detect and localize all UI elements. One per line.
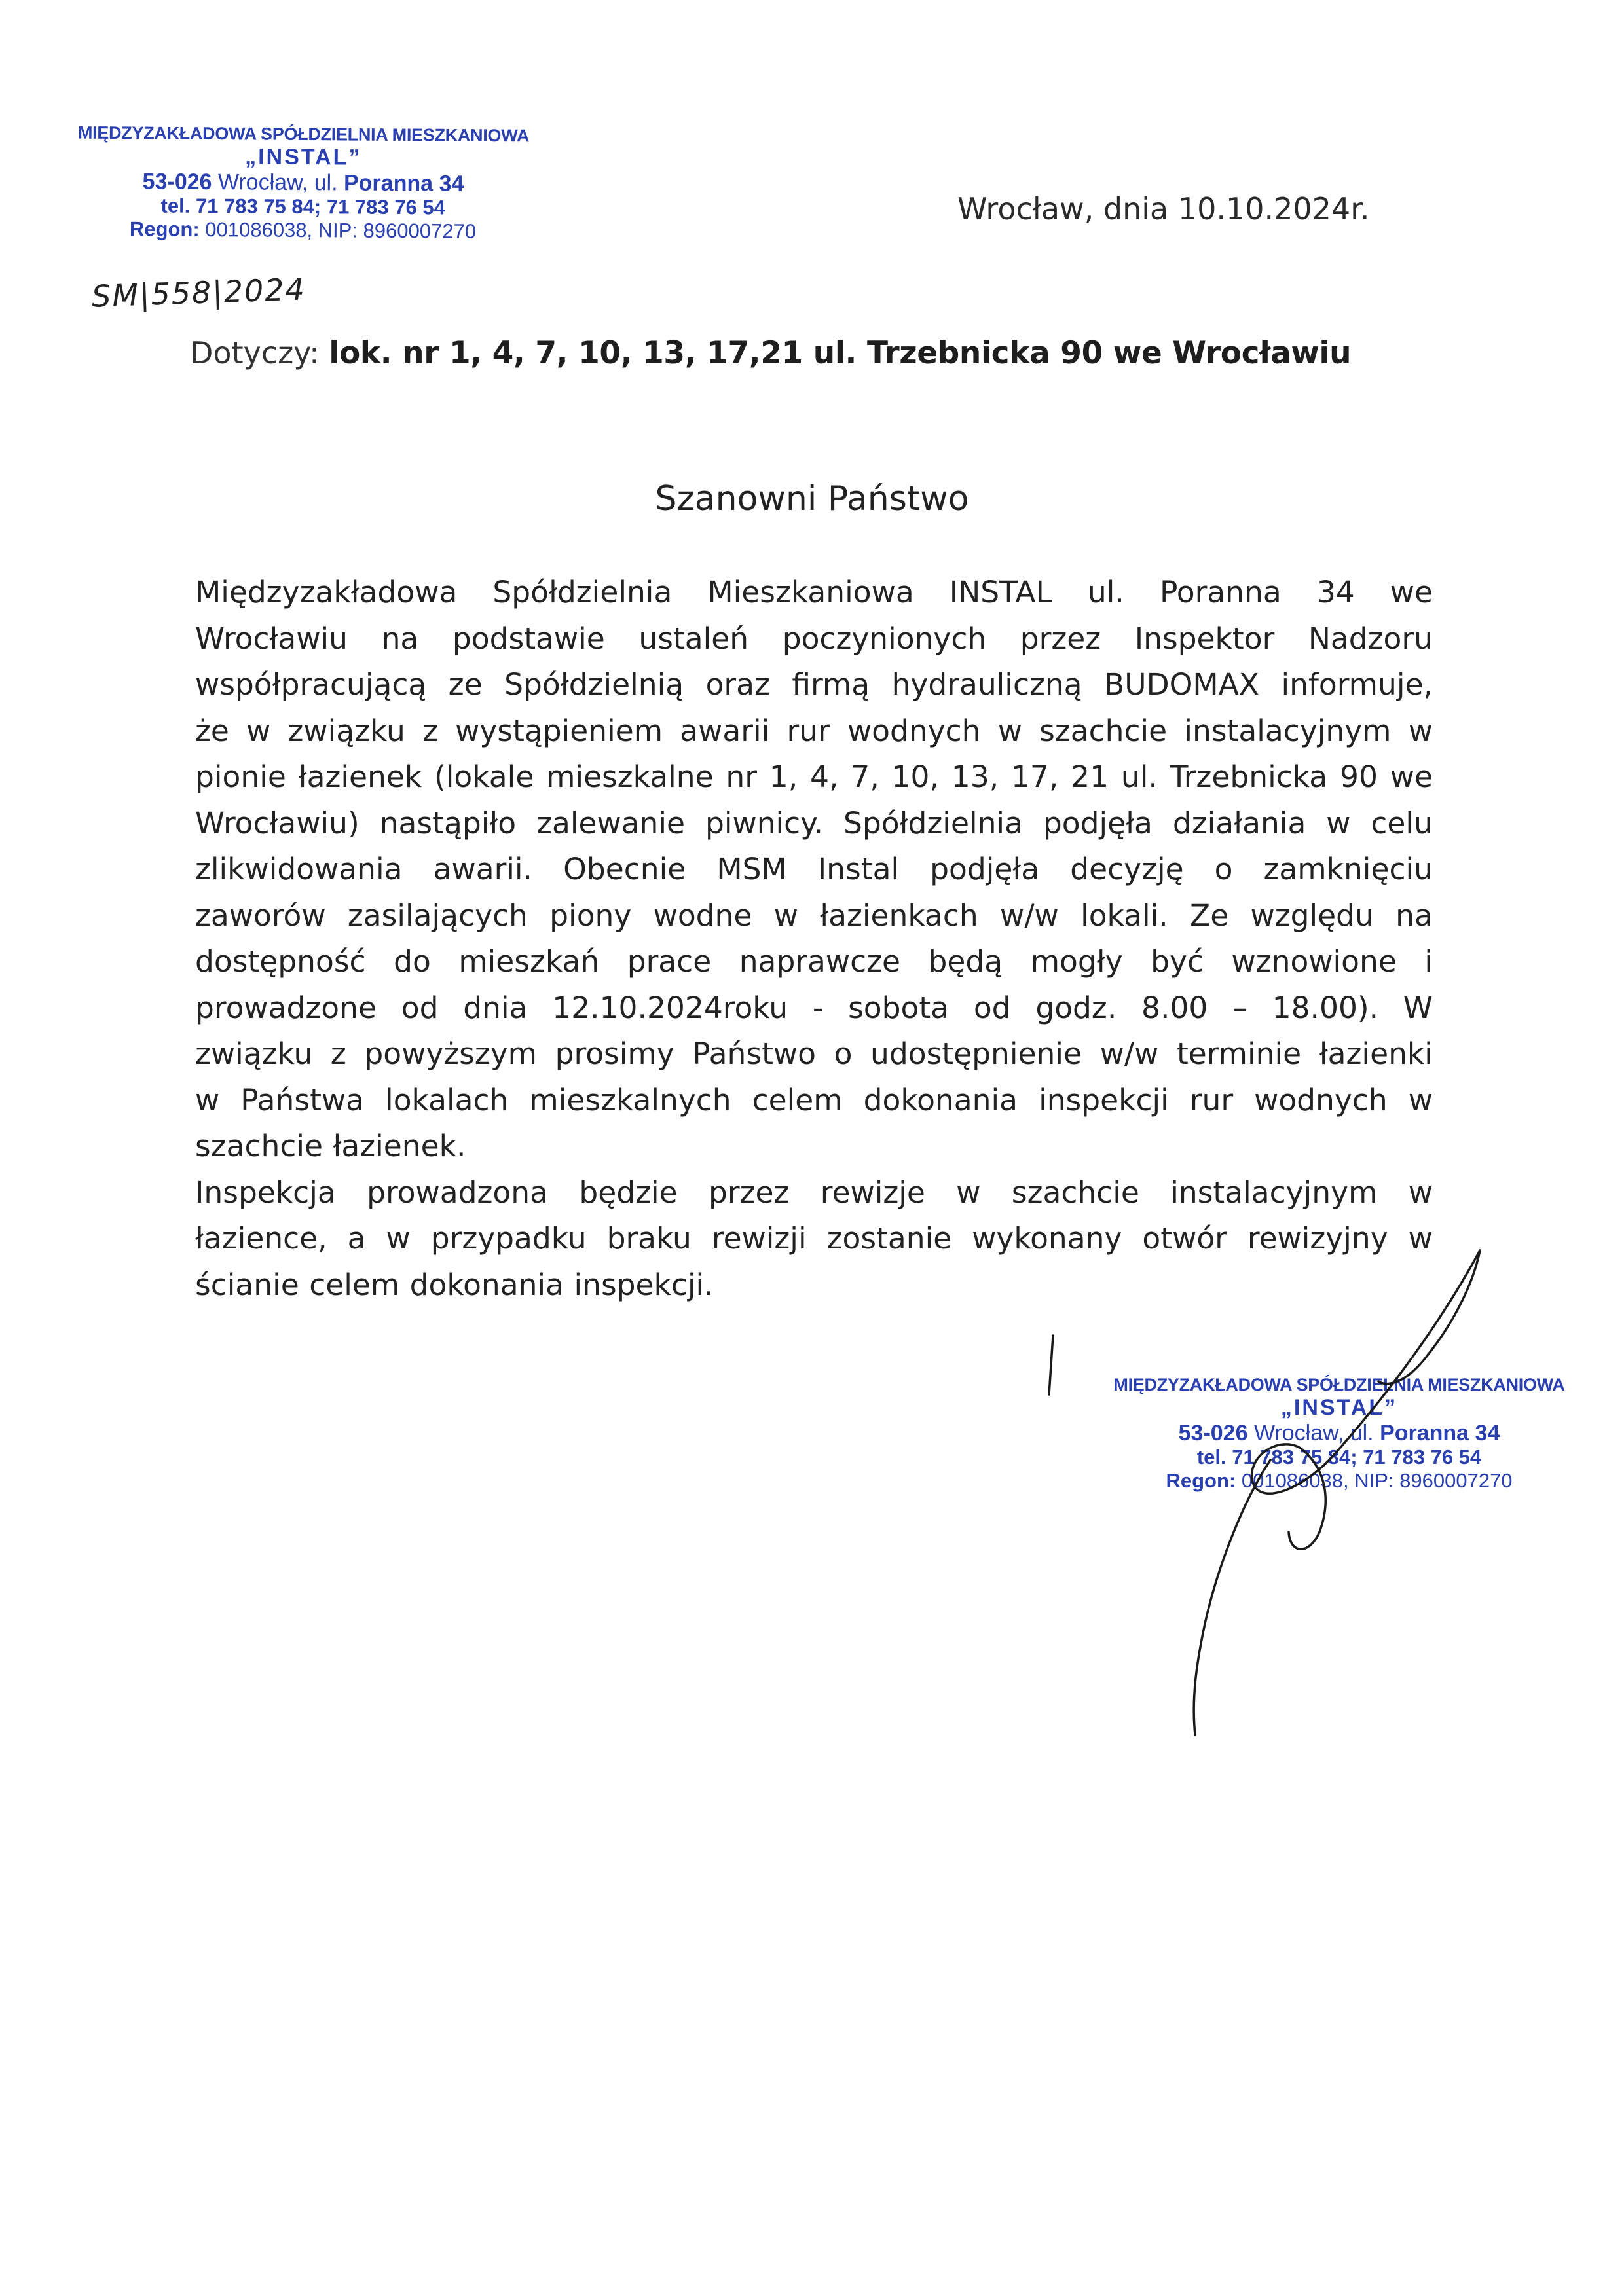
body-word: Spółdzielnia (492, 575, 673, 610)
body-word: względu (1250, 898, 1374, 933)
stamp-address (77, 168, 529, 197)
body-word: w (997, 713, 1022, 748)
body-word: w (195, 1082, 220, 1118)
body-word: W (1403, 990, 1433, 1025)
body-word: awarii (680, 713, 770, 748)
body-word: o (834, 1036, 853, 1071)
body-word: rewizyjny (1247, 1221, 1388, 1256)
handwritten-signature (1022, 1224, 1519, 1748)
body-word: lokalach (385, 1082, 509, 1118)
body-word: inspekcji (1039, 1082, 1169, 1118)
body-word: zaworów (195, 898, 326, 933)
body-word: dostępność (195, 944, 366, 979)
body-word: informuje, (1281, 667, 1433, 702)
body-word: związku (195, 1036, 313, 1071)
body-line (195, 616, 1433, 663)
body-word: rewizje (820, 1175, 925, 1210)
body-line (195, 939, 1433, 985)
body-word: prace (627, 944, 712, 979)
body-word: w/w (1099, 1036, 1159, 1071)
body-word: prosimy (555, 1036, 674, 1071)
body-word: piwnicy. (705, 805, 824, 841)
signature-mark-tick (1049, 1336, 1053, 1394)
body-word: godz. (1035, 990, 1117, 1025)
body-word: wodne (653, 898, 752, 933)
body-line (195, 1123, 1433, 1170)
body-line (195, 1031, 1433, 1078)
body-word: współpracującą (195, 667, 427, 702)
body-word: łazienek. (333, 1129, 466, 1163)
body-word: 8.00 (1141, 990, 1208, 1025)
body-word: szachcie (1039, 713, 1168, 748)
body-word: Spółdzielnia (843, 805, 1023, 841)
body-word: dokonania (863, 1082, 1018, 1118)
body-word: Ze (1190, 898, 1229, 933)
body-word: lokali. (1080, 898, 1168, 933)
body-word: celem (309, 1267, 400, 1302)
body-word: 4, (810, 759, 839, 794)
body-word: 21 (1071, 759, 1109, 794)
body-word: decyzję (1070, 852, 1184, 886)
body-line (195, 1078, 1433, 1124)
body-word: Wrocławiu (195, 621, 348, 656)
body-word: Inspektor (1134, 621, 1275, 656)
body-word: w (773, 898, 798, 933)
stamp-coop-name: „INSTAL” (245, 144, 362, 170)
body-line (195, 708, 1433, 755)
body-word: prowadzona (367, 1175, 548, 1210)
body-word: naprawcze (739, 944, 901, 979)
body-word: mogły (1030, 944, 1123, 979)
body-word: Państwa (240, 1082, 365, 1118)
body-word: że (195, 713, 229, 748)
subject-value: lok. nr 1, 4, 7, 10, 13, 17,21 ul. Trzebnicka 90 we Wrocławiu (329, 335, 1352, 371)
body-word: łazience, (195, 1221, 327, 1256)
body-word: będą (928, 944, 1003, 979)
body-word: wznowione (1231, 944, 1397, 979)
stamp-regon-nip: 001086038, NIP: 8960007270 (1241, 1468, 1513, 1492)
body-word: przez (709, 1175, 790, 1210)
body-word: celu (1371, 805, 1433, 841)
body-word: w (246, 713, 271, 748)
body-word: łazienkach (820, 898, 978, 933)
body-word: ze (448, 667, 483, 702)
body-word: 34 (1316, 575, 1355, 610)
body-word: o (1214, 852, 1233, 886)
body-line (195, 662, 1433, 708)
body-word: pionie (195, 759, 286, 794)
body-word: być (1151, 944, 1204, 979)
stamp-street: Poranna 34 (1380, 1420, 1500, 1446)
body-word: łazienek (298, 759, 422, 794)
body-word: związku (287, 713, 405, 748)
body-line (195, 801, 1433, 847)
body-word: 18.00). (1272, 990, 1379, 1025)
body-word: prowadzone (195, 990, 377, 1025)
body-word: będzie (579, 1175, 678, 1210)
body-word: szachcie (1011, 1175, 1139, 1210)
subject-label: Dotyczy: (190, 335, 320, 371)
stamp-street: Poranna 34 (343, 170, 464, 196)
body-word: rur (786, 713, 830, 748)
body-word: rur (1189, 1082, 1234, 1118)
body-word: zalewanie (536, 805, 686, 841)
body-word: (lokale (434, 759, 534, 794)
body-line (195, 754, 1433, 801)
stamp-city: Wrocław, ul. (1253, 1420, 1374, 1446)
body-word: mieszkań (458, 944, 600, 979)
body-word: w (956, 1175, 981, 1210)
body-word: na (381, 621, 419, 656)
salutation: Szanowni Państwo (655, 479, 969, 519)
body-word: Wrocławiu) (195, 805, 360, 841)
body-word: 90 (1340, 759, 1378, 794)
body-word: wodnych (847, 713, 981, 748)
body-word: zasilających (347, 898, 528, 933)
body-word: do (394, 944, 431, 979)
body-word: 10, (891, 759, 939, 794)
body-word: wykonany (972, 1221, 1122, 1256)
body-word: oraz (705, 667, 770, 702)
body-word: podjęła (930, 852, 1040, 886)
body-word: mieszkalnych (529, 1082, 731, 1118)
body-word: i (1424, 944, 1433, 979)
body-word: zamknięciu (1263, 852, 1433, 886)
body-word: Instal (817, 852, 900, 886)
body-word: sobota (848, 990, 950, 1025)
body-word: hydrauliczną (891, 667, 1082, 702)
body-word: INSTAL (949, 575, 1052, 610)
stamp-regon-nip: 001086038, NIP: 8960007270 (205, 217, 477, 243)
stamp-regon-label: Regon: (1166, 1468, 1236, 1492)
body-word: ul. (1087, 575, 1124, 610)
body-word: BUDOMAX (1104, 667, 1259, 702)
stamp-postal-code: 53-026 (142, 168, 212, 194)
body-word: Trzebnicka (1170, 759, 1328, 794)
body-word: 12.10.2024roku (552, 990, 788, 1025)
stamp-regon-label: Regon: (129, 217, 200, 241)
stamp-city: Wrocław, ul. (217, 169, 338, 195)
body-word: nastąpiło (379, 805, 517, 841)
body-word: od (401, 990, 439, 1025)
body-line (195, 985, 1433, 1032)
body-word: łazienki (1319, 1036, 1433, 1071)
body-word: zlikwidowania (195, 852, 403, 886)
stamp-registry (77, 217, 528, 243)
body-word: Obecnie (563, 852, 686, 886)
stamp-org-name: MIĘDZYZAKŁADOWA SPÓŁDZIELNIA MIESZKANIOWA (1113, 1375, 1565, 1394)
body-word: dnia (463, 990, 528, 1025)
body-word: awarii. (433, 852, 533, 886)
body-word: instalacyjnym (1170, 1175, 1378, 1210)
body-word: w (1408, 1082, 1433, 1118)
body-word: w (386, 1221, 411, 1256)
subject-line (190, 335, 1351, 371)
stamp-phone: tel. 71 783 75 84; 71 783 76 54 (160, 194, 446, 219)
body-word: od (973, 990, 1011, 1025)
body-word: Spółdzielnią (504, 667, 684, 702)
body-word: Międzyzakładowa (195, 575, 458, 610)
body-word: z (422, 713, 438, 748)
handwritten-reference-number: SM|558|2024 (91, 271, 306, 314)
body-word: Poranna (1159, 575, 1282, 610)
body-word: poczynionych (782, 621, 987, 656)
body-word: podstawie (452, 621, 605, 656)
letterhead-stamp (77, 123, 529, 244)
body-word: - (812, 990, 824, 1025)
letter-body (195, 570, 1433, 1308)
body-word: inspekcji. (574, 1267, 714, 1302)
body-word: rewizji (711, 1221, 807, 1256)
body-word: szachcie (195, 1129, 323, 1163)
body-word: we (1390, 575, 1433, 610)
body-line (195, 1170, 1433, 1216)
body-word: mieszkalne (546, 759, 714, 794)
body-word: wystąpieniem (455, 713, 663, 748)
body-word: działania (1172, 805, 1306, 841)
body-word: Nadzoru (1308, 621, 1433, 656)
body-word: w (1326, 805, 1351, 841)
body-line (195, 893, 1433, 939)
stamp-coop-name: „INSTAL” (1280, 1394, 1398, 1420)
stamp-postal-code: 53-026 (1178, 1420, 1248, 1446)
body-word: we (1390, 759, 1433, 794)
body-word: MSM (716, 852, 787, 886)
body-word: 13, (951, 759, 999, 794)
body-word: 1, (769, 759, 798, 794)
body-word: – (1232, 990, 1247, 1025)
body-word: dokonania (409, 1267, 564, 1302)
body-word: braku (606, 1221, 692, 1256)
body-word: otwór (1142, 1221, 1227, 1256)
body-word: 7, (851, 759, 879, 794)
body-word: w (1408, 1221, 1433, 1256)
body-word: na (1395, 898, 1433, 933)
stamp-org-name: MIĘDZYZAKŁADOWA SPÓŁDZIELNIA MIESZKANIOWA (77, 122, 530, 146)
body-word: udostępnienie (870, 1036, 1082, 1071)
body-word: 17, (1010, 759, 1059, 794)
body-word: przez (1020, 621, 1101, 656)
body-word: w/w (999, 898, 1059, 933)
body-word: przypadku (430, 1221, 587, 1256)
body-word: firmą (792, 667, 870, 702)
document-date: Wrocław, dnia 10.10.2024r. (957, 191, 1370, 227)
body-word: ustaleń (638, 621, 749, 656)
body-word: podjęła (1043, 805, 1153, 841)
stamp-phone: tel. 71 783 75 84; 71 783 76 54 (1196, 1446, 1482, 1469)
body-word: celem (752, 1082, 843, 1118)
body-word: ul. (1120, 759, 1158, 794)
body-word: z (330, 1036, 346, 1071)
body-word: wodnych (1254, 1082, 1388, 1118)
signature-stroke-upper (1378, 1250, 1480, 1384)
signature-stroke-main (1194, 1250, 1480, 1735)
body-line (195, 570, 1433, 616)
body-word: w (1408, 1175, 1433, 1210)
body-word: Inspekcja (195, 1175, 336, 1210)
body-word: Mieszkaniowa (707, 575, 914, 610)
body-word: zostanie (826, 1221, 952, 1256)
body-word: piony (549, 898, 632, 933)
body-word: w (1408, 713, 1433, 748)
body-word: powyższym (364, 1036, 537, 1071)
body-word: terminie (1176, 1036, 1302, 1071)
body-word: instalacyjnym (1184, 713, 1392, 748)
body-word: nr (726, 759, 757, 794)
body-word: Państwo (692, 1036, 816, 1071)
body-word: a (347, 1221, 366, 1256)
body-line (195, 847, 1433, 893)
body-word: ścianie (195, 1267, 299, 1302)
